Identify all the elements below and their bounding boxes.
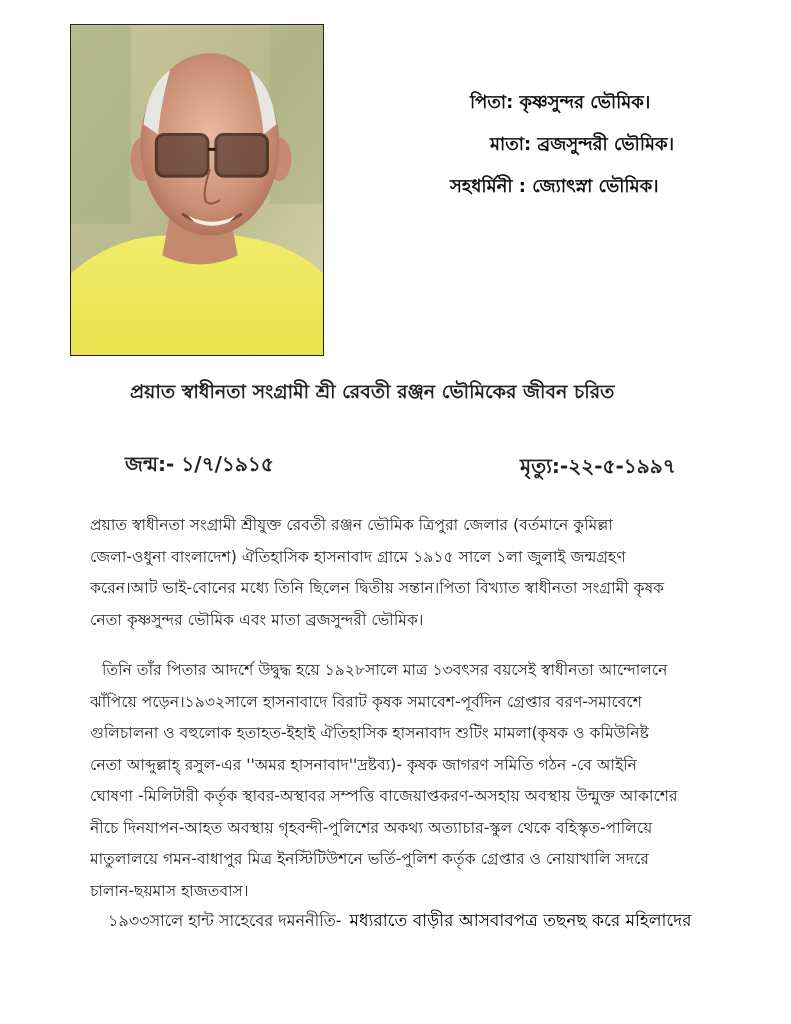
death-date: মৃত্যু:-২২-৫-১৯৯৭ xyxy=(520,454,676,478)
portrait-illustration xyxy=(71,25,323,355)
paragraph-line: চালান-ছয়মাস হাজতবাস। xyxy=(90,881,249,900)
paragraph-line: মাতুলালয়ে গমন-বাধাপুর মিত্র ইনস্টিটিউশনে ভর্তি-পুলিশ কর্তৃক গ্রেপ্তার ও নোয়াখালি সদরে xyxy=(90,850,649,868)
birth-date: জন্ম:- ১/৭/১৯১৫ xyxy=(125,452,274,476)
footer-line xyxy=(108,908,692,936)
family-details xyxy=(450,92,770,218)
portrait-photo xyxy=(70,24,324,356)
paragraph-line: ঝাঁপিয়ে পড়েন।১৯৩২সালে হাসনাবাদে বিরাট কৃষক সমাবেশ-পূর্বদিন গ্রেপ্তার বরণ-সমাবেশে xyxy=(90,692,642,711)
paragraph-early-life xyxy=(90,510,760,636)
paragraph-line: নেতা কৃষ্ণসুন্দর ভৌমিক এবং মাতা ব্রজসুন্দরী ভৌমিক। xyxy=(90,610,424,629)
biography-title: প্রয়াত স্বাধীনতা সংগ্রামী শ্রী রেবতী রঞ্জন ভৌমিকের জীবন চরিত xyxy=(130,381,615,403)
paragraph-line: করেন।আট ভাই-বোনের মধ্যে তিনি ছিলেন দ্বিতীয় সন্তান।পিতা বিখ্যাত স্বাধীনতা সংগ্রামী কৃষক xyxy=(90,579,665,597)
paragraph-line: তিনি তাঁর পিতার আদর্শে উদ্বুদ্ধ হয়ে ১৯২৮সালে মাত্র ১৩বৎসর বয়সেই স্বাধীনতা আন্দোলনে xyxy=(102,661,668,679)
paragraph-freedom-struggle xyxy=(90,655,760,907)
paragraph-line: ঘোষণা -মিলিটারী কর্তৃক স্থাবর-অস্থাবর সম্পত্তি বাজেয়াপ্তকরণ-অসহায় অবস্থায় উন্মুক্ত আকাশের xyxy=(90,787,678,805)
paragraph-line: প্রয়াত স্বাধীনতা সংগ্রামী শ্রীযুক্ত রেবতী রঞ্জন ভৌমিক ত্রিপুরা জেলার (বর্তমানে কুমিল্লা xyxy=(90,516,613,534)
mother-name: মাতা: ব্রজসুন্দরী ভৌমিক। xyxy=(490,134,675,155)
paragraph-line: নেতা আব্দুল্লাহ্ রসুল-এর ''অমর হাসনাবাদ''দ্রষ্টব্য)- কৃষক জাগরণ সমিতি গঠন -বে আইনি xyxy=(90,755,637,774)
footer-typed-text: মধ্যরাতে বাড়ীর আসবাবপত্র তছনছ করে মহিলাদের xyxy=(349,911,692,931)
spouse-name: সহধর্মিনী : জ্যোৎস্না ভৌমিক। xyxy=(450,176,659,197)
father-name: পিতা: কৃষ্ণসুন্দর ভৌমিক। xyxy=(470,92,651,113)
paragraph-line: গুলিচালনা ও বহুলোক হতাহত-ইহাই ঐতিহাসিক হাসনাবাদ শুটিং মামলা(কৃষক ও কমিউনিষ্ট xyxy=(90,724,649,742)
footer-scanned-text: ১৯৩৩সালে হান্ট সাহেবের দমননীতি- xyxy=(108,911,342,930)
paragraph-line: নীচে দিনযাপন-আহত অবস্থায় গৃহবন্দী-পুলিশের অকথ্য অত্যাচার-স্কুল থেকে বহিস্কৃত-পালিয়ে xyxy=(90,818,653,837)
paragraph-line: জেলা-ওধুনা বাংলাদেশ) ঐতিহাসিক হাসনাবাদ গ্রামে ১৯১৫ সালে ১লা জুলাই জন্মগ্রহণ xyxy=(90,547,626,566)
